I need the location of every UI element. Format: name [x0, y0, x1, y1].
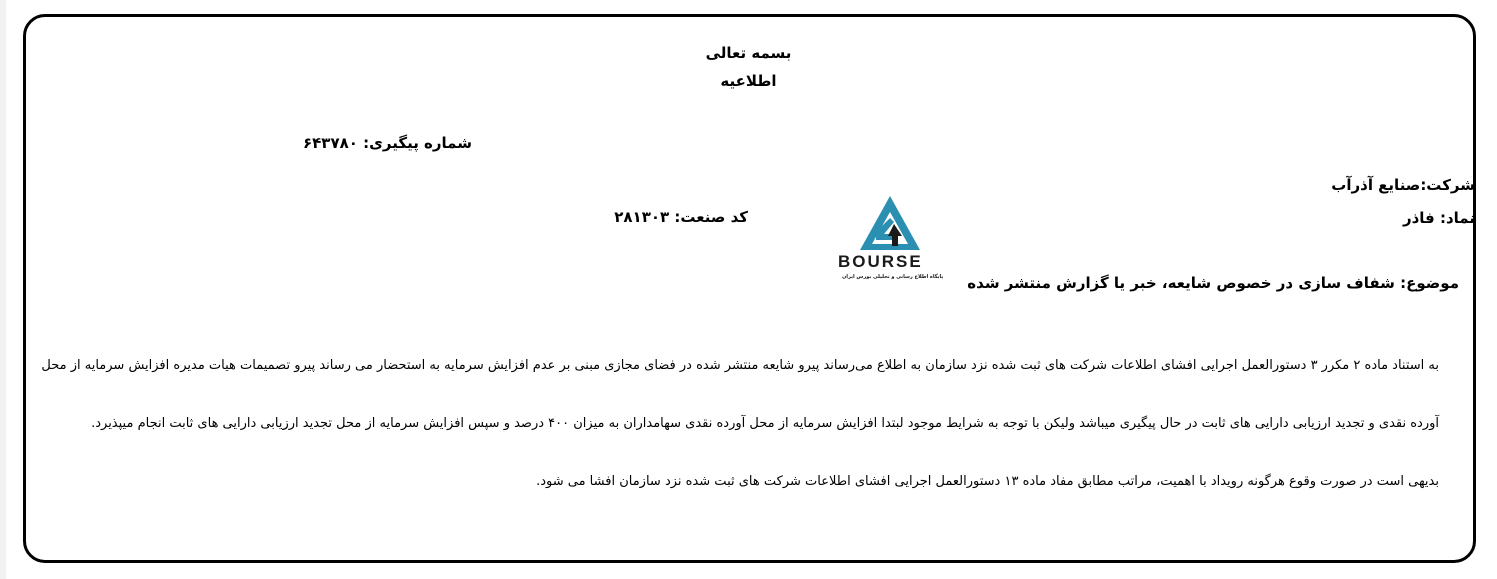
company-label: شرکت: — [1420, 176, 1475, 194]
header-announcement: اطلاعیه — [720, 72, 777, 90]
header-bismillah: بسمه تعالی — [705, 44, 792, 62]
bourse-logo — [832, 188, 952, 288]
body-paragraph-line-1: به استناد ماده ۲ مکرر ۳ دستورالعمل اجرایی افشای اطلاعات شرکت های ثبت شده نزد سازمان به اطلاع می‌رساند پیرو شایعه منتشر شده در فضای مجازی مبنی بر عدم افزایش سرمایه به استحضار می رساند پیرو تصمیمات هیات مدیره افزایش سرمایه از محل — [41, 358, 1439, 373]
symbol-field — [1403, 209, 1475, 227]
industry-code-field — [614, 208, 748, 226]
tracking-label: شماره پیگیری: — [363, 134, 472, 152]
symbol-value: فاذر — [1402, 209, 1435, 227]
tracking-value: ۶۴۳۷۸۰ — [302, 134, 358, 152]
logo-tagline: پایگاه اطلاع رسانی و تحلیلی بورس ایران — [842, 274, 944, 280]
logo-wordmark: BOURSE — [838, 252, 923, 271]
subject-field — [967, 274, 1459, 292]
subject-value: شفاف سازی در خصوص شایعه، خبر یا گزارش منتشر شده — [967, 274, 1395, 292]
body-paragraph-line-3: بدیهی است در صورت وقوع هرگونه رویداد با اهمیت، مراتب مطابق مفاد ماده ۱۳ دستورالعمل اجرایی افشای اطلاعات شرکت های ثبت شده نزد سازمان افشا می شود. — [536, 474, 1439, 489]
industry-code-label: کد صنعت: — [674, 208, 748, 226]
bourse-logo-mark-icon — [832, 188, 952, 288]
tracking-number — [303, 134, 472, 152]
symbol-label: نماد: — [1439, 209, 1475, 227]
industry-code-value: ۲۸۱۳۰۳ — [614, 208, 670, 226]
body-paragraph-line-2: آورده نقدی و تجدید ارزیابی دارایی های ثابت در حال پیگیری میباشد ولیکن با توجه به شرایط موجود لبتدا افزایش سرمایه از محل آورده نقدی سهامداران به میزان ۴۰۰ درصد و سپس افزایش سرمایه از محل تجدید ارزیابی دارایی های ثابت انجام میپذیرد. — [91, 416, 1439, 431]
company-value: صنایع آذرآب — [1331, 176, 1421, 194]
company-field — [1331, 176, 1475, 194]
subject-label: موضوع: — [1400, 274, 1459, 292]
